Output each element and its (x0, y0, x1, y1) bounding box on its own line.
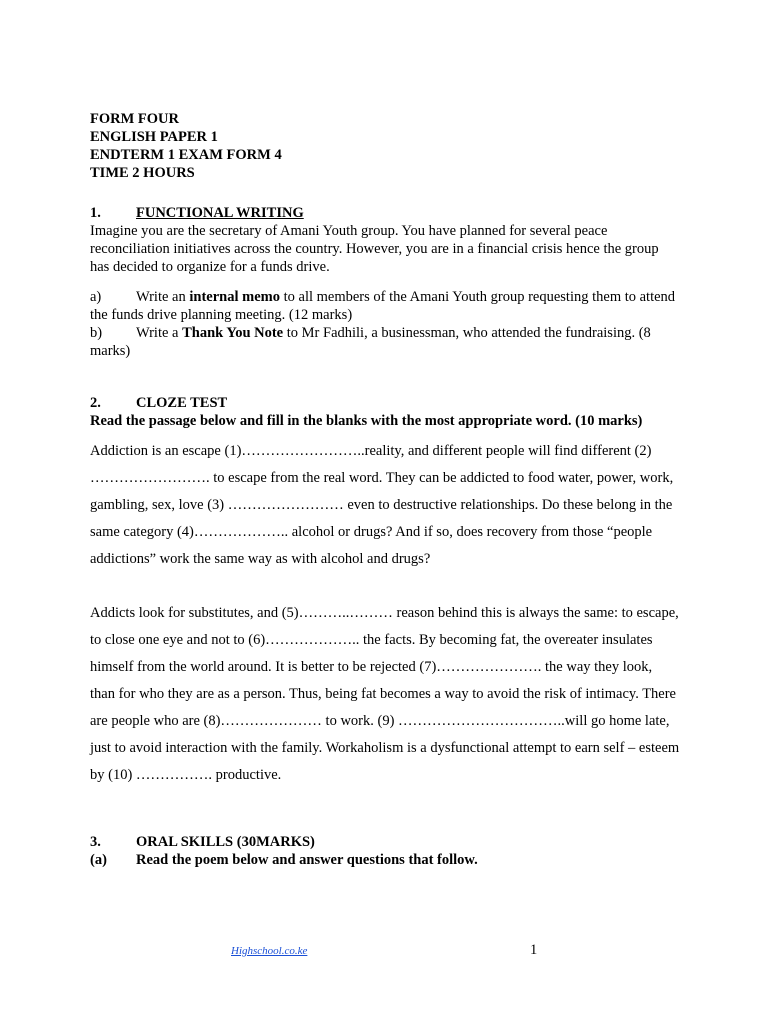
question-1a-label: a) (90, 289, 102, 305)
cloze-paragraph-2: Addicts look for substitutes, and (5)………..……… reason behind this is always the same: to escape, to close one eye and not to (6)……………….. the facts. By becoming fat, the overeater insulates himself from the world around. It is better to be rejected (7)…………………. the way they look, than for who they are as a person. Thus, being fat becomes a way to avoid the risk of intimacy. There are people who are (8)………………… to work. (9) ……………………………..will go home late, just to avoid interaction with the family. Workaholism is a dysfunctional attempt to earn self – esteem by (10) ……………. productive. (90, 605, 680, 783)
exam-page (90, 110, 680, 869)
question-1b-bold: Thank You Note (182, 325, 284, 341)
section2-title: CLOZE TEST (136, 395, 228, 411)
section3-number: 3. (90, 834, 101, 850)
header-form: FORM FOUR (90, 111, 179, 127)
section-oral-skills (90, 833, 680, 869)
section3-sub-text: Read the poem below and answer questions that follow. (136, 852, 478, 868)
page-number: 1 (530, 942, 538, 958)
question-1b-post: to Mr Fadhili, a businessman, who attended the fundraising. (8 marks) (90, 325, 651, 359)
question-1b (90, 324, 680, 360)
cloze-paragraph-1: Addiction is an escape (1)……………………..reality, and different people will find different (2) ……………………. to escape from the real word. They can be addicted to food water, power, work, gambling, sex, love (3) …………………… even to destructive relationships. Do these belong in the same category (4)……………….. alcohol or drugs? And if so, does recovery from those “people addictions” work the same way as with alcohol and drugs? (90, 443, 674, 567)
exam-header (90, 110, 680, 182)
section3-title: ORAL SKILLS (30MARKS) (136, 834, 315, 850)
section1-title: FUNCTIONAL WRITING (136, 205, 304, 221)
section2-instruction: Read the passage below and fill in the blanks with the most appropriate word. (10 marks) (90, 413, 643, 429)
footer-website-link[interactable]: Highschool.co.ke (231, 945, 308, 957)
question-1a-pre: Write an (136, 289, 190, 305)
section3-subheading (90, 851, 680, 869)
header-time: TIME 2 HOURS (90, 165, 195, 181)
question-1a (90, 288, 680, 324)
section2-heading (90, 394, 680, 412)
section-cloze-test (90, 394, 680, 789)
header-exam: ENDTERM 1 EXAM FORM 4 (90, 147, 282, 163)
section1-number: 1. (90, 205, 101, 221)
section3-sub-label: (a) (90, 852, 107, 868)
question-1b-label: b) (90, 325, 103, 341)
section1-heading (90, 204, 680, 222)
section1-intro: Imagine you are the secretary of Amani Youth group. You have planned for several peace reconciliation initiatives across the country. However, you are in a financial crisis hence the group has decided to organize for a funds drive. (90, 223, 659, 275)
question-1a-bold: internal memo (189, 289, 280, 305)
question-1b-pre: Write a (136, 325, 183, 341)
section3-heading (90, 833, 680, 851)
section2-number: 2. (90, 395, 101, 411)
question-1a-post: to all members of the Amani Youth group requesting them to attend the funds drive planning meeting. (12 marks) (90, 289, 676, 323)
header-paper: ENGLISH PAPER 1 (90, 129, 218, 145)
section-functional-writing (90, 204, 680, 360)
